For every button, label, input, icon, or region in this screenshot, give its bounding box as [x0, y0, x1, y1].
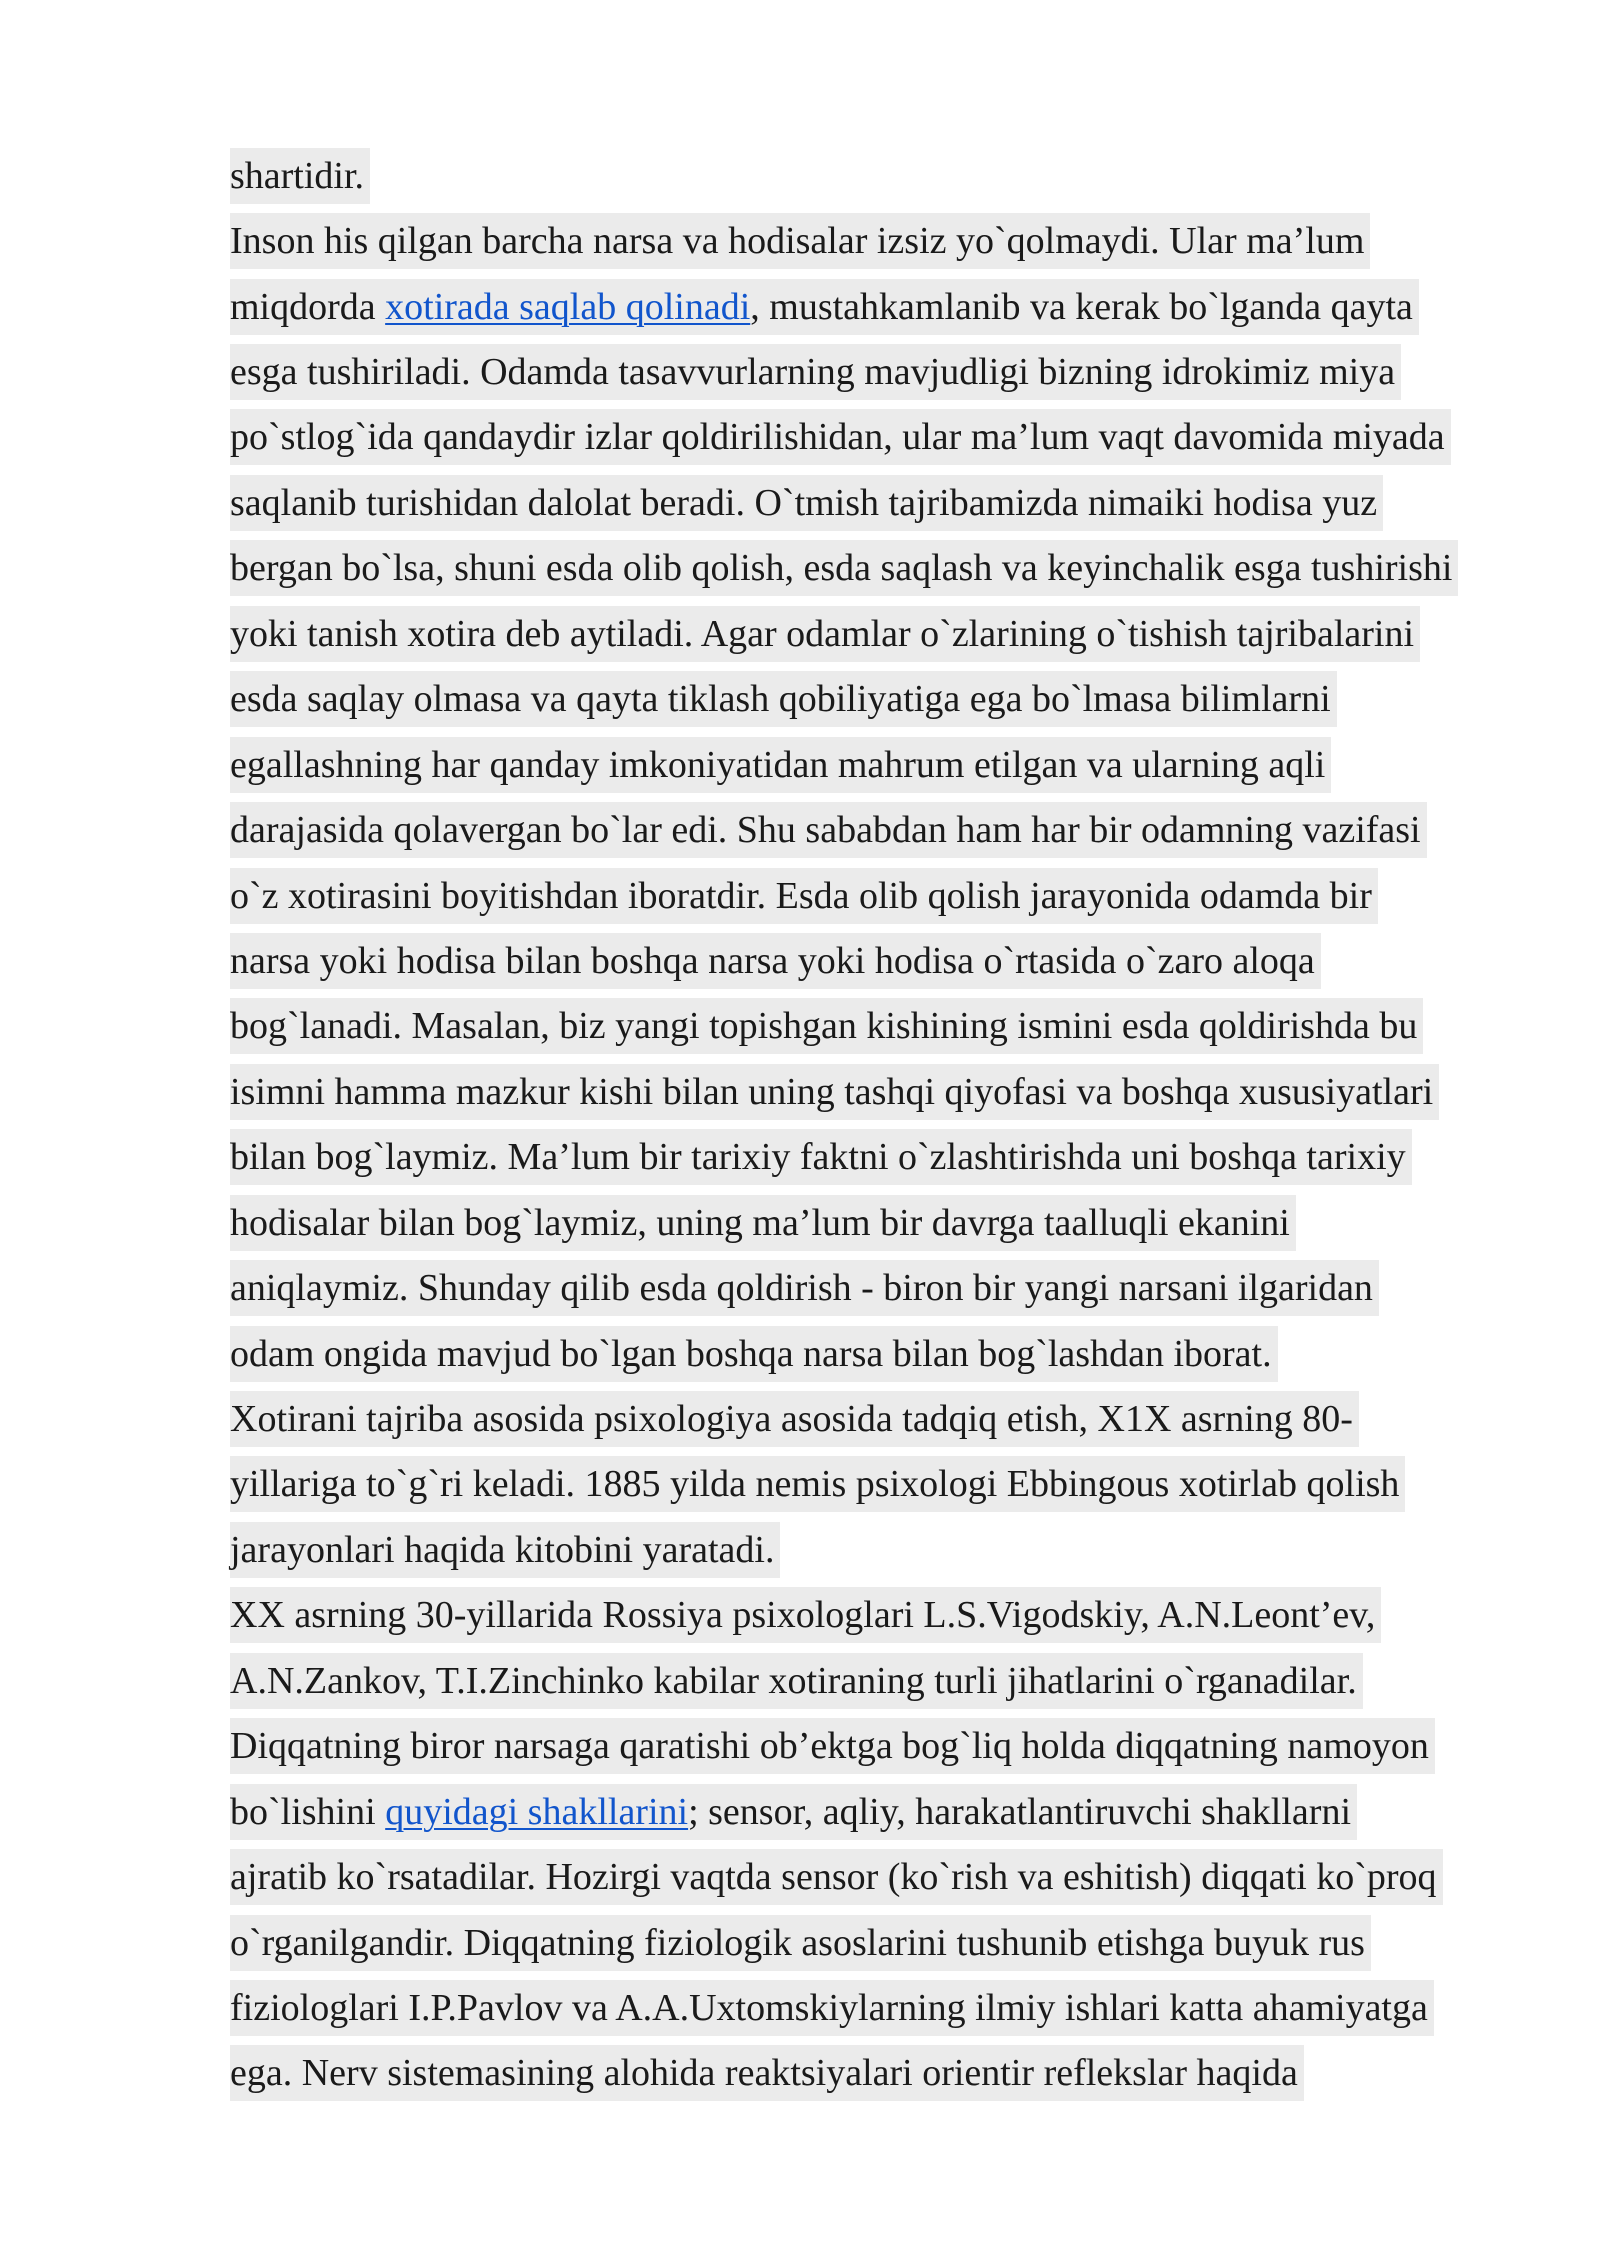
text-line: [230, 405, 1530, 470]
text-line: [230, 274, 1530, 339]
text-segment: o`rganilgandir. Diqqatning fiziologik asoslarini tushunib etishga buyuk rus: [230, 1921, 1365, 1964]
highlighted-line: [230, 409, 1451, 465]
text-line: [230, 1975, 1530, 2040]
text-line: [230, 1517, 1530, 1582]
text-segment: yillariga to`g`ri keladi. 1885 yilda nemis psixologi Ebbingous xotirlab qolish: [230, 1463, 1400, 1506]
text-segment: esga tushiriladi. Odamda tasavvurlarning mavjudligi bizning idrokimiz miya: [230, 351, 1396, 394]
highlighted-line: [230, 1653, 1363, 1709]
text-segment: ega. Nerv sistemasining alohida reaktsiyalari orientir reflekslar haqida: [230, 2052, 1298, 2095]
text-segment: Xotirani tajriba asosida psixologiya asosida tadqiq etish, X1X asrning 80-: [230, 1398, 1353, 1441]
highlighted-line: [230, 1784, 1357, 1840]
text-line: [230, 1255, 1530, 1320]
text-line: [230, 1452, 1530, 1517]
text-segment: fiziologlari I.P.Pavlov va A.A.Uxtomskiylarning ilmiy ishlari katta ahamiyatga: [230, 1986, 1428, 2029]
body-text: [230, 143, 1530, 2106]
text-segment: ajratib ko`rsatadilar. Hozirgi vaqtda sensor (ko`rish va eshitish) diqqati ko`proq: [230, 1856, 1437, 1899]
text-segment: o`z xotirasini boyitishdan iboratdir. Esda olib qolish jarayonida odamda bir: [230, 874, 1372, 917]
hyperlink[interactable]: quyidagi shakllarini: [385, 1790, 689, 1833]
highlighted-line: [230, 279, 1419, 335]
text-segment: darajasida qolavergan bo`lar edi. Shu sababdan ham har bir odamning vazifasi: [230, 809, 1421, 852]
text-line: [230, 1648, 1530, 1713]
text-segment: esda saqlay olmasa va qayta tiklash qobiliyatiga ega bo`lmasa bilimlarni: [230, 678, 1331, 721]
highlighted-line: [230, 1522, 780, 1578]
highlighted-line: [230, 1129, 1412, 1185]
highlighted-line: [230, 737, 1331, 793]
text-segment: bo`lishini: [230, 1790, 386, 1833]
highlighted-line: [230, 1260, 1379, 1316]
text-line: [230, 1321, 1530, 1386]
text-line: [230, 1190, 1530, 1255]
text-segment: egallashning har qanday imkoniyatidan mahrum etilgan va ularning aqli: [230, 743, 1326, 786]
highlighted-line: [230, 475, 1383, 531]
text-line: [230, 1386, 1530, 1451]
text-line: [230, 536, 1530, 601]
highlighted-line: [230, 1456, 1405, 1512]
highlighted-line: [230, 606, 1420, 662]
highlighted-line: [230, 1064, 1439, 1120]
highlighted-line: [230, 1915, 1371, 1971]
text-segment: saqlanib turishidan dalolat beradi. O`tmish tajribamizda nimaiki hodisa yuz: [230, 481, 1378, 524]
text-segment: shartidir.: [230, 154, 365, 197]
text-line: [230, 2041, 1530, 2106]
highlighted-line: [230, 540, 1458, 596]
text-segment: bog`lanadi. Masalan, biz yangi topishgan kishining ismini esda qoldirishda bu: [230, 1005, 1418, 1048]
text-segment: odam ongida mavjud bo`lgan boshqa narsa bilan bog`lashdan iborat.: [230, 1332, 1272, 1375]
highlighted-line: [230, 213, 1370, 269]
highlighted-line: [230, 671, 1337, 727]
highlighted-line: [230, 802, 1427, 858]
text-segment: ; sensor, aqliy, harakatlantiruvchi shakllarni: [688, 1790, 1351, 1833]
highlighted-line: [230, 148, 370, 204]
highlighted-line: [230, 1718, 1435, 1774]
text-segment: po`stlog`ida qandaydir izlar qoldirilishidan, ular ma’lum vaqt davomida miyada: [230, 416, 1445, 459]
text-line: [230, 1714, 1530, 1779]
text-line: [230, 732, 1530, 797]
text-segment: isimni hamma mazkur kishi bilan uning tashqi qiyofasi va boshqa xususiyatlari: [230, 1070, 1434, 1113]
highlighted-line: [230, 2045, 1304, 2101]
text-segment: aniqlaymiz. Shunday qilib esda qoldirish - biron bir yangi narsani ilgaridan: [230, 1267, 1373, 1310]
text-segment: miqdorda: [230, 285, 386, 328]
highlighted-line: [230, 1391, 1359, 1447]
text-line: [230, 470, 1530, 535]
text-segment: narsa yoki hodisa bilan boshqa narsa yoki hodisa o`rtasida o`zaro aloqa: [230, 939, 1315, 982]
text-line: [230, 339, 1530, 404]
highlighted-line: [230, 1195, 1296, 1251]
text-line: [230, 1910, 1530, 1975]
text-segment: Inson his qilgan barcha narsa va hodisalar izsiz yo`qolmaydi. Ular ma’lum: [230, 220, 1365, 263]
highlighted-line: [230, 1980, 1434, 2036]
text-line: [230, 1844, 1530, 1909]
text-line: [230, 994, 1530, 1059]
highlighted-line: [230, 1849, 1443, 1905]
text-segment: Diqqatning biror narsaga qaratishi ob’ektga bog`liq holda diqqatning namoyon: [230, 1725, 1429, 1768]
text-segment: bergan bo`lsa, shuni esda olib qolish, esda saqlash va keyinchalik esga tushirishi: [230, 547, 1453, 590]
text-line: [230, 1583, 1530, 1648]
highlighted-line: [230, 1587, 1381, 1643]
text-line: [230, 928, 1530, 993]
text-segment: XX asrning 30-yillarida Rossiya psixologlari L.S.Vigodskiy, A.N.Leont’ev,: [230, 1594, 1376, 1637]
text-segment: jarayonlari haqida kitobini yaratadi.: [230, 1528, 775, 1571]
highlighted-line: [230, 344, 1401, 400]
text-line: [230, 143, 1530, 208]
text-line: [230, 601, 1530, 666]
text-line: [230, 667, 1530, 732]
text-segment: bilan bog`laymiz. Ma’lum bir tarixiy faktni o`zlashtirishda uni boshqa tarixiy: [230, 1136, 1406, 1179]
hyperlink[interactable]: xotirada saqlab qolinadi: [385, 285, 751, 328]
highlighted-line: [230, 1326, 1278, 1382]
text-segment: hodisalar bilan bog`laymiz, uning ma’lum bir davrga taalluqli ekanini: [230, 1201, 1290, 1244]
text-segment: yoki tanish xotira deb aytiladi. Agar odamlar o`zlarining o`tishish tajribalarini: [230, 612, 1415, 655]
text-line: [230, 1779, 1530, 1844]
highlighted-line: [230, 868, 1378, 924]
text-line: [230, 208, 1530, 273]
highlighted-line: [230, 933, 1321, 989]
text-segment: A.N.Zankov, T.I.Zinchinko kabilar xotiraning turli jihatlarini o`rganadilar.: [230, 1659, 1357, 1702]
text-line: [230, 1059, 1530, 1124]
text-segment: , mustahkamlanib va kerak bo`lganda qayta: [750, 285, 1413, 328]
text-line: [230, 797, 1530, 862]
highlighted-line: [230, 998, 1423, 1054]
text-line: [230, 1125, 1530, 1190]
text-line: [230, 863, 1530, 928]
